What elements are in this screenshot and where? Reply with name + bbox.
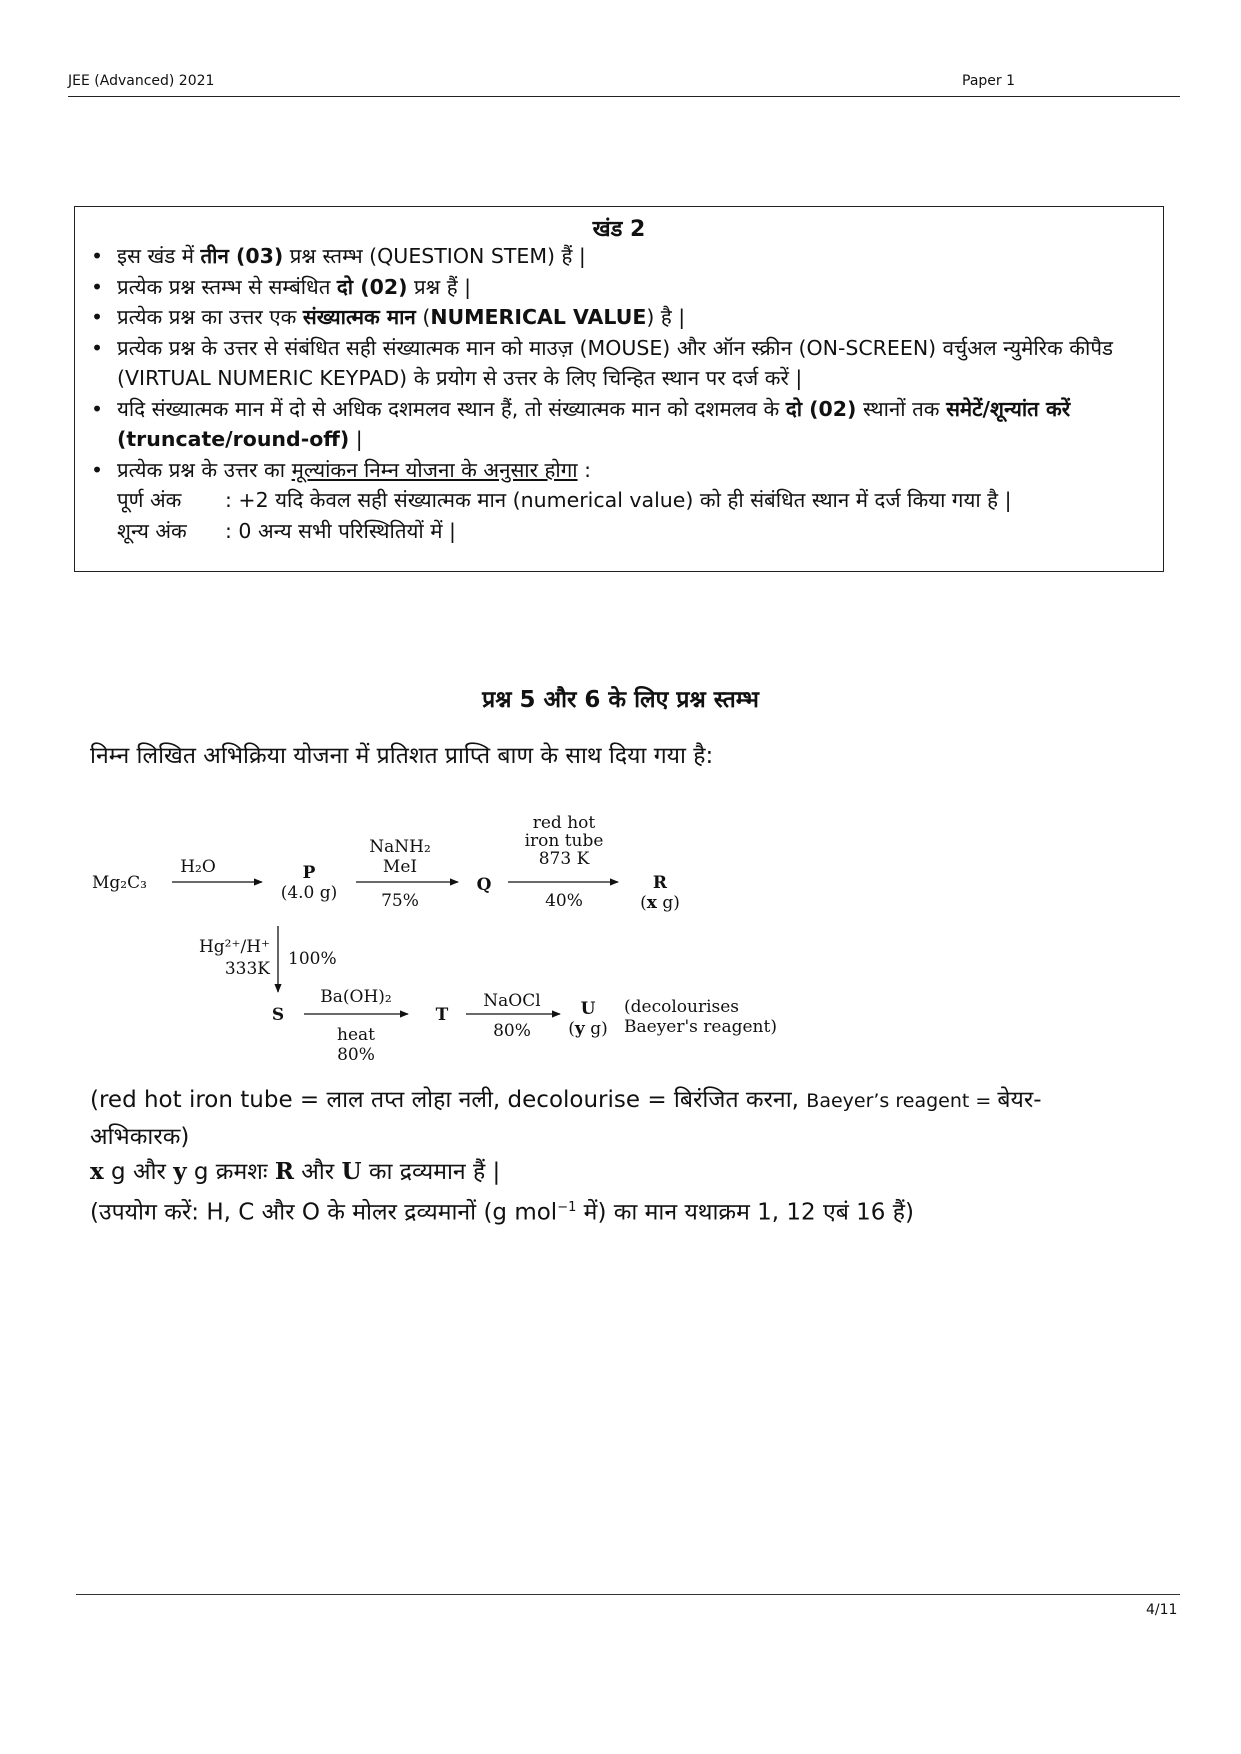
- instruction-text: प्रत्येक प्रश्न का उत्तर एक: [117, 305, 303, 329]
- full-marks-row: [117, 485, 1149, 516]
- instruction-text: स्थानों तक: [856, 396, 947, 421]
- header-paper: Paper 1: [962, 73, 1016, 89]
- instructions-list: [89, 241, 1149, 546]
- compound-p: P: [302, 863, 316, 883]
- header-exam-title: JEE (Advanced) 2021: [68, 73, 215, 89]
- instruction-bold: NUMERICAL VALUE: [430, 305, 647, 329]
- instruction-item: [89, 241, 1149, 272]
- yield-3: 40%: [545, 891, 583, 911]
- instruction-bold: समेटें/शून्यांत करें (truncate/round-off): [117, 396, 1071, 451]
- instructions-box: [74, 206, 1164, 572]
- reaction-scheme: [84, 810, 844, 1080]
- question-stem-intro: निम्न लिखित अभिक्रिया योजना में प्रतिशत प्राप्ति बाण के साथ दिया गया है:: [90, 743, 714, 769]
- molar-text: (उपयोग करें: H, C और O के मोलर द्रव्यमानों (g mol: [90, 1199, 558, 1226]
- compound-q: Q: [476, 875, 492, 895]
- molar-mass-note: [90, 1190, 1090, 1231]
- instruction-text: इस खंड में: [117, 244, 201, 268]
- reagent-red-hot: red hot: [532, 813, 596, 833]
- instruction-text: यदि संख्यात्मक मान में दो से अधिक दशमलव स्थान हैं, तो संख्यात्मक मान को दशमलव के: [117, 396, 786, 421]
- mass-definition: [90, 1154, 1090, 1190]
- instruction-underlined: मूल्यांकन निम्न योजना के अनुसार होगा: [291, 457, 578, 482]
- compound-t: T: [435, 1005, 449, 1025]
- compound-p-mass: (4.0 g): [280, 883, 338, 903]
- instruction-text: (: [415, 305, 431, 329]
- instruction-bold: तीन (03): [200, 244, 284, 268]
- zero-marks-text: : 0 अन्य सभी परिस्थितियों में |: [225, 518, 456, 543]
- reagent-nanh2: NaNH₂: [369, 837, 431, 857]
- instruction-text: |: [349, 427, 363, 451]
- instruction-item: [89, 394, 1149, 455]
- reagent-naocl: NaOCl: [483, 991, 541, 1011]
- section-title: खंड 2: [592, 217, 646, 242]
- compound-r-mass: (x g): [640, 893, 680, 913]
- reagent-water: H₂O: [180, 857, 216, 877]
- zero-marks-label: शून्य अंक: [117, 518, 187, 543]
- var-x: x: [90, 1158, 104, 1185]
- compound-r: R: [652, 873, 668, 893]
- unit-exponent: −1: [557, 1200, 577, 1215]
- compound-s: S: [271, 1005, 285, 1025]
- reagent-baoh2: Ba(OH)₂: [320, 987, 392, 1007]
- glossary-paragraph: [90, 1082, 1090, 1155]
- full-marks-text: : +2 यदि केवल सही संख्यात्मक मान (numerical value) को ही संबंधित स्थान में दर्ज किया गया है |: [225, 488, 1012, 512]
- instruction-item: [89, 333, 1149, 394]
- reagent-mei: MeI: [382, 857, 418, 877]
- instruction-item: [89, 455, 1149, 547]
- instruction-text: प्रत्येक प्रश्न के उत्तर का: [117, 457, 292, 482]
- start-compound: Mg₂C₃: [92, 873, 147, 893]
- compound-u-mass: (y g): [568, 1019, 608, 1039]
- yield-5: 80%: [337, 1045, 375, 1065]
- zero-marks-row: [117, 516, 1149, 547]
- full-marks-label: पूर्ण अंक: [117, 488, 182, 512]
- u-note-line-1: (decolourises: [624, 997, 740, 1017]
- u-note-line-2: Baeyer's reagent): [624, 1017, 777, 1037]
- instruction-item: [89, 302, 1149, 333]
- yield-6: 80%: [493, 1021, 531, 1041]
- header-rule: [68, 96, 1180, 97]
- instruction-text: :: [577, 457, 591, 482]
- condition-heat: heat: [337, 1025, 375, 1045]
- mass-text: और: [293, 1159, 342, 1185]
- reagent-temperature: 873 K: [538, 849, 590, 869]
- glossary-text-small: Baeyer’s reagent =: [806, 1090, 998, 1112]
- instruction-text: प्रत्येक प्रश्न स्तम्भ से सम्बंधित: [117, 274, 337, 299]
- page-number: 4/11: [1146, 1602, 1178, 1618]
- reagent-temperature-333: 333K: [224, 959, 270, 979]
- mass-text: का द्रव्यमान हैं |: [361, 1159, 501, 1185]
- question-stem-heading: प्रश्न 5 और 6 के लिए प्रश्न स्तम्भ: [482, 687, 759, 713]
- var-r: R: [274, 1158, 294, 1185]
- molar-text: में) का मान यथाक्रम 1, 12 एबं 16 हैं): [576, 1199, 914, 1226]
- glossary-text: (red hot iron tube = लाल तप्त लोहा नली, decolourise = बिरंजित करना,: [90, 1087, 807, 1113]
- reagent-iron-tube: iron tube: [524, 831, 604, 851]
- var-y: y: [173, 1158, 187, 1185]
- glossary-text: बेयर-अभिकारक): [90, 1087, 1042, 1150]
- instruction-bold: संख्यात्मक मान: [302, 305, 416, 329]
- yield-2: 75%: [381, 891, 419, 911]
- footer-rule: [76, 1594, 1180, 1595]
- instruction-item: [89, 272, 1149, 303]
- instruction-bold: दो (02): [785, 396, 857, 421]
- compound-u: U: [580, 999, 596, 1019]
- instruction-text: प्रश्न स्तम्भ (QUESTION STEM) हैं |: [283, 244, 586, 268]
- mass-text: g क्रमशः: [186, 1159, 275, 1185]
- instruction-text: प्रत्येक प्रश्न के उत्तर से संबंधित सही संख्यात्मक मान को माउज़ (MOUSE) और ऑन स्क्रीन (ON-SCREEN) वर्चुअल न्युमेरिक कीपैड (VIRTUAL NUMERIC KEYPAD) के प्रयोग से उत्तर के लिए चिन्हित स्थान पर दर्ज करें |: [117, 335, 1113, 390]
- instruction-text: प्रश्न हैं |: [407, 274, 471, 299]
- mass-text: g और: [103, 1159, 174, 1185]
- instruction-text: ) है |: [646, 305, 686, 329]
- instruction-bold: दो (02): [336, 274, 408, 299]
- yield-4: 100%: [288, 949, 337, 969]
- var-u: U: [341, 1158, 362, 1185]
- reagent-mercury: Hg²⁺/H⁺: [198, 937, 270, 957]
